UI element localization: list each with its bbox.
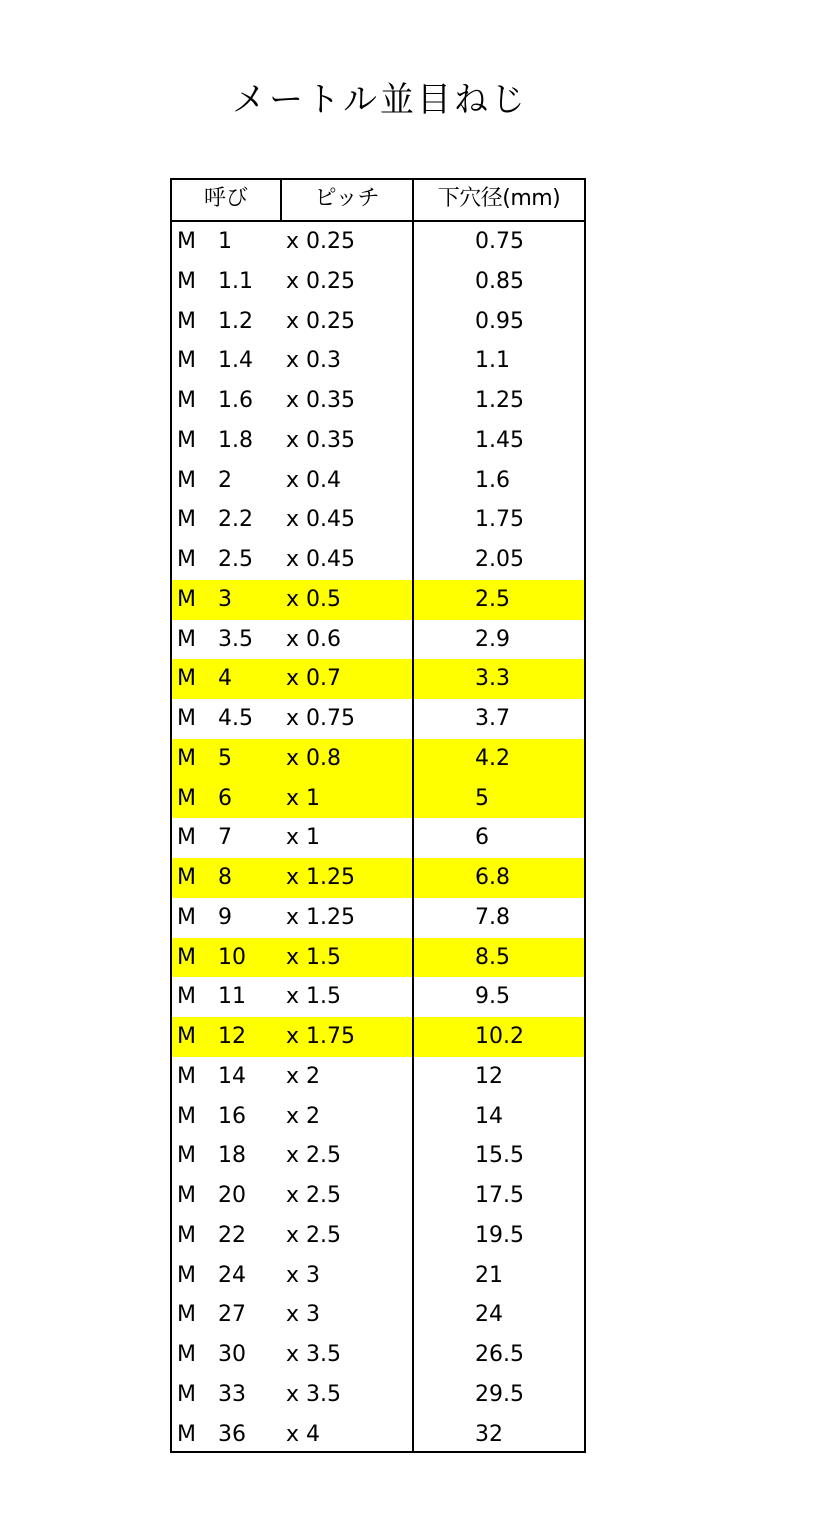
table-row — [172, 1335, 584, 1375]
table-row — [172, 739, 584, 779]
cell-pitch: x 3.5 — [286, 1381, 341, 1407]
cell-pitch: x 2.5 — [286, 1143, 341, 1169]
table-row — [172, 1017, 584, 1057]
cell-size: 2 — [218, 467, 232, 493]
cell-pitch: x 0.8 — [286, 745, 341, 771]
cell-tap-drill: 7.8 — [475, 904, 510, 930]
cell-tap-drill: 24 — [475, 1302, 503, 1328]
header-tap-drill: 下穴径(mm) — [437, 186, 561, 211]
cell-prefix: M — [177, 1063, 196, 1089]
cell-size: 14 — [218, 1063, 246, 1089]
cell-prefix: M — [177, 1381, 196, 1407]
cell-tap-drill: 29.5 — [475, 1381, 524, 1407]
cell-size: 8 — [218, 865, 232, 890]
table-row — [172, 977, 584, 1017]
cell-prefix: M — [177, 348, 196, 374]
cell-tap-drill: 6.8 — [475, 865, 510, 890]
cell-tap-drill: 10.2 — [475, 1024, 524, 1049]
cell-pitch: x 0.4 — [286, 467, 341, 493]
table-row — [172, 938, 584, 978]
cell-prefix: M — [177, 427, 196, 453]
cell-tap-drill: 2.9 — [475, 626, 510, 652]
cell-size: 5 — [218, 745, 232, 771]
cell-prefix: M — [177, 268, 196, 294]
cell-pitch: x 2 — [286, 1103, 321, 1129]
header-pitch: ピッチ — [314, 186, 380, 211]
cell-tap-drill: 1.1 — [475, 348, 510, 374]
table-row — [172, 1136, 584, 1176]
cell-size: 3.5 — [218, 626, 253, 652]
table-row — [172, 1216, 584, 1256]
table-row — [172, 1295, 584, 1335]
page-title: メートル並目ねじ — [232, 80, 528, 120]
cell-tap-drill: 1.75 — [475, 507, 524, 533]
cell-size: 4 — [218, 666, 232, 692]
cell-pitch: x 1.25 — [286, 904, 355, 930]
cell-tap-drill: 5 — [475, 785, 489, 811]
table-row — [172, 659, 584, 699]
cell-prefix: M — [177, 229, 196, 254]
cell-size: 1.4 — [218, 348, 253, 374]
cell-pitch: x 3.5 — [286, 1342, 341, 1367]
cell-pitch: x 2 — [286, 1063, 321, 1089]
cell-tap-drill: 4.2 — [475, 745, 510, 771]
cell-size: 1 — [218, 229, 232, 254]
table-row — [172, 1375, 584, 1415]
cell-size: 1.2 — [218, 308, 253, 334]
cell-pitch: x 3 — [286, 1262, 321, 1288]
cell-prefix: M — [177, 467, 196, 493]
table-row — [172, 580, 584, 620]
cell-pitch: x 0.25 — [286, 229, 355, 254]
cell-prefix: M — [177, 507, 196, 533]
table-row — [172, 222, 584, 262]
cell-prefix: M — [177, 547, 196, 572]
table-row — [172, 421, 584, 461]
cell-size: 12 — [218, 1024, 246, 1049]
cell-pitch: x 1 — [286, 825, 321, 851]
cell-pitch: x 1.25 — [286, 865, 355, 890]
table-row — [172, 779, 584, 819]
cell-tap-drill: 15.5 — [475, 1143, 524, 1169]
cell-size: 36 — [218, 1421, 246, 1447]
cell-pitch: x 1.5 — [286, 984, 341, 1010]
cell-pitch: x 4 — [286, 1421, 321, 1447]
cell-tap-drill: 0.75 — [475, 229, 524, 254]
table-row — [172, 302, 584, 342]
cell-pitch: x 1.75 — [286, 1024, 355, 1049]
cell-prefix: M — [177, 865, 196, 890]
cell-size: 9 — [218, 904, 232, 930]
cell-size: 1.8 — [218, 427, 253, 453]
cell-prefix: M — [177, 1143, 196, 1169]
cell-pitch: x 2.5 — [286, 1183, 341, 1208]
cell-tap-drill: 1.45 — [475, 427, 524, 453]
cell-pitch: x 0.6 — [286, 626, 341, 652]
cell-tap-drill: 6 — [475, 825, 489, 851]
cell-size: 1.1 — [218, 268, 253, 294]
cell-prefix: M — [177, 944, 196, 970]
cell-tap-drill: 1.6 — [475, 467, 510, 493]
cell-prefix: M — [177, 984, 196, 1010]
cell-tap-drill: 19.5 — [475, 1222, 524, 1248]
table-header-row — [172, 180, 584, 222]
cell-tap-drill: 26.5 — [475, 1342, 524, 1367]
cell-pitch: x 0.45 — [286, 507, 355, 533]
cell-pitch: x 3 — [286, 1302, 321, 1328]
cell-size: 4.5 — [218, 706, 253, 731]
cell-prefix: M — [177, 1024, 196, 1049]
table-row — [172, 500, 584, 540]
cell-pitch: x 0.7 — [286, 666, 341, 692]
table-row — [172, 461, 584, 501]
cell-tap-drill: 12 — [475, 1063, 503, 1089]
table-row — [172, 1256, 584, 1296]
cell-size: 6 — [218, 785, 232, 811]
cell-size: 18 — [218, 1143, 246, 1169]
cell-prefix: M — [177, 388, 196, 413]
cell-size: 11 — [218, 984, 246, 1010]
cell-pitch: x 0.35 — [286, 427, 355, 453]
cell-prefix: M — [177, 1302, 196, 1328]
cell-size: 2.5 — [218, 547, 253, 572]
table-row — [172, 341, 584, 381]
cell-size: 1.6 — [218, 388, 253, 413]
cell-size: 7 — [218, 825, 232, 851]
cell-pitch: x 0.75 — [286, 706, 355, 731]
cell-tap-drill: 32 — [475, 1421, 503, 1447]
cell-pitch: x 1.5 — [286, 944, 341, 970]
cell-pitch: x 1 — [286, 785, 321, 811]
table-row — [172, 1415, 584, 1455]
cell-tap-drill: 9.5 — [475, 984, 510, 1010]
table-row — [172, 381, 584, 421]
cell-prefix: M — [177, 308, 196, 334]
cell-prefix: M — [177, 1183, 196, 1208]
cell-prefix: M — [177, 1103, 196, 1129]
cell-size: 22 — [218, 1222, 246, 1248]
table-row — [172, 1176, 584, 1216]
cell-tap-drill: 0.85 — [475, 268, 524, 294]
cell-pitch: x 0.5 — [286, 586, 341, 612]
table-body — [172, 222, 584, 1454]
cell-pitch: x 0.35 — [286, 388, 355, 413]
cell-prefix: M — [177, 745, 196, 771]
cell-prefix: M — [177, 1342, 196, 1367]
cell-size: 30 — [218, 1342, 246, 1367]
cell-size: 33 — [218, 1381, 246, 1407]
cell-tap-drill: 3.3 — [475, 666, 510, 692]
cell-prefix: M — [177, 825, 196, 851]
cell-pitch: x 0.45 — [286, 547, 355, 572]
thread-table — [170, 178, 586, 1453]
cell-tap-drill: 0.95 — [475, 308, 524, 334]
cell-tap-drill: 8.5 — [475, 944, 510, 970]
cell-prefix: M — [177, 626, 196, 652]
cell-prefix: M — [177, 666, 196, 692]
table-row — [172, 898, 584, 938]
table-row — [172, 540, 584, 580]
table-row — [172, 858, 584, 898]
cell-size: 16 — [218, 1103, 246, 1129]
cell-tap-drill: 21 — [475, 1262, 503, 1288]
cell-prefix: M — [177, 904, 196, 930]
cell-size: 27 — [218, 1302, 246, 1328]
cell-tap-drill: 14 — [475, 1103, 503, 1129]
table-row — [172, 818, 584, 858]
cell-size: 3 — [218, 586, 232, 612]
cell-pitch: x 0.25 — [286, 268, 355, 294]
cell-prefix: M — [177, 706, 196, 731]
cell-size: 2.2 — [218, 507, 253, 533]
cell-tap-drill: 2.05 — [475, 547, 524, 572]
cell-tap-drill: 17.5 — [475, 1183, 524, 1208]
cell-tap-drill: 1.25 — [475, 388, 524, 413]
cell-pitch: x 2.5 — [286, 1222, 341, 1248]
header-nominal: 呼び — [203, 186, 248, 211]
cell-size: 10 — [218, 944, 246, 970]
table-row — [172, 1057, 584, 1097]
cell-prefix: M — [177, 1222, 196, 1248]
cell-prefix: M — [177, 1262, 196, 1288]
cell-size: 20 — [218, 1183, 246, 1208]
cell-prefix: M — [177, 1421, 196, 1447]
table-row — [172, 1097, 584, 1137]
cell-prefix: M — [177, 586, 196, 612]
cell-tap-drill: 2.5 — [475, 586, 510, 612]
cell-size: 24 — [218, 1262, 246, 1288]
cell-tap-drill: 3.7 — [475, 706, 510, 731]
cell-pitch: x 0.25 — [286, 308, 355, 334]
column-divider — [412, 180, 414, 1451]
cell-prefix: M — [177, 785, 196, 811]
table-row — [172, 262, 584, 302]
cell-pitch: x 0.3 — [286, 348, 341, 374]
table-row — [172, 699, 584, 739]
table-row — [172, 620, 584, 660]
